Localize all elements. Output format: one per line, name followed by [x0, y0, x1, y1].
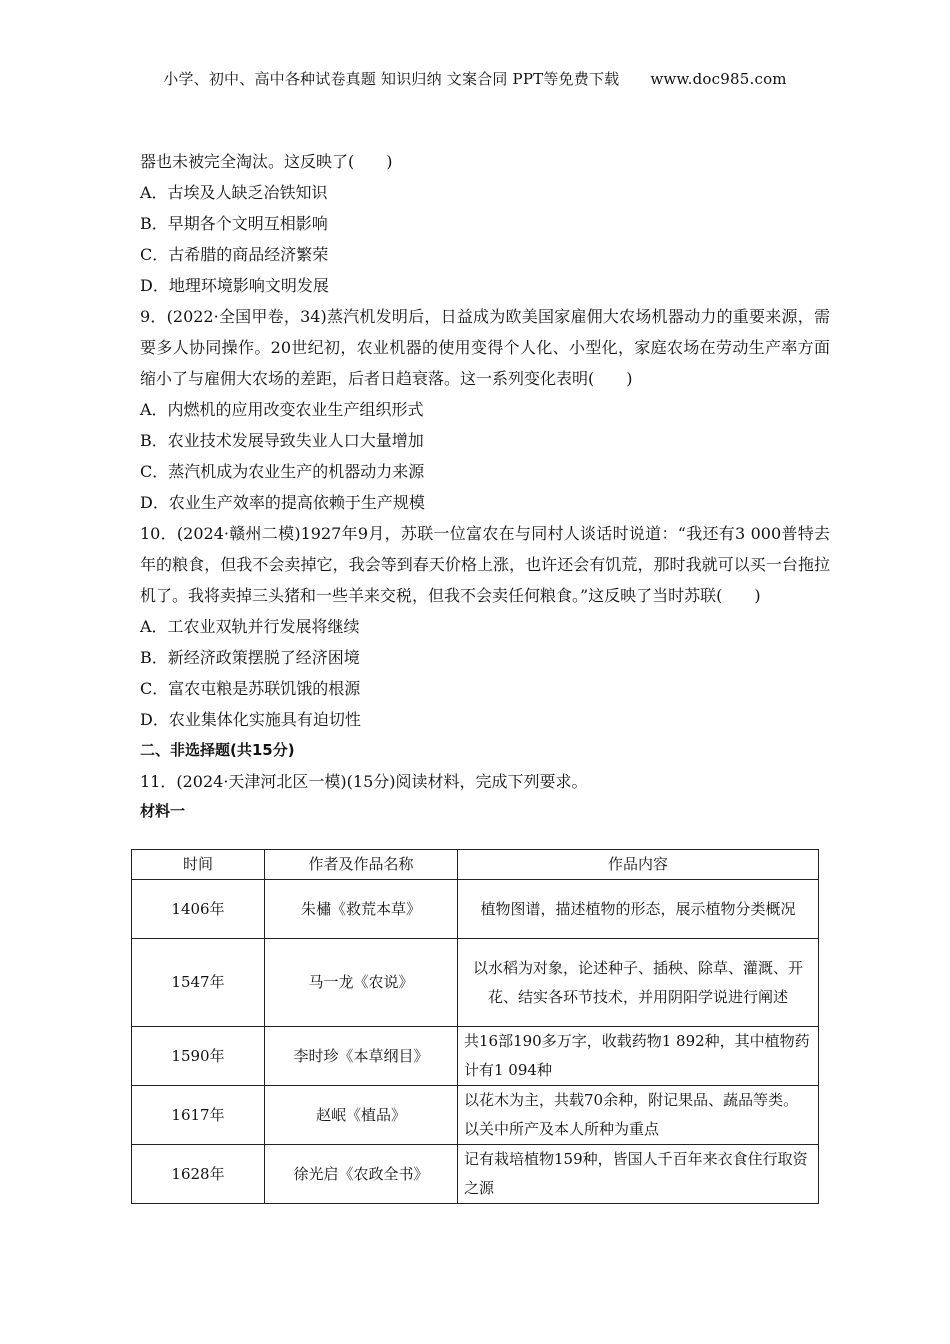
- row-time: 1406年: [132, 880, 265, 939]
- q9-stem: 9．(2022·全国甲卷，34)蒸汽机发明后，日益成为欧美国家雇佣大农场机器动力的重要来源，需要多人协同操作。20世纪初，农业机器的使用变得个人化、小型化，家庭农场在劳动生产率方面缩小了与雇佣大农场的差距，后者日趋衰落。这一系列变化表明( ): [140, 307, 830, 388]
- q9-option-c: C．蒸汽机成为农业生产的机器动力来源: [140, 462, 425, 481]
- question-content: [140, 146, 830, 826]
- q10-stem: 10．(2024·赣州二模)1927年9月，苏联一位富农在与同村人谈话时说道：“我还有3 000普特去年的粮食，但我不会卖掉它，我会等到春天价格上涨，也许还会有饥荒，那时我就可以买一台拖拉机了。我将卖掉三头猪和一些羊来交税，但我不会卖任何粮食。”这反映了当时苏联( ): [140, 524, 830, 605]
- q9-option-a: A．内燃机的应用改变农业生产组织形式: [140, 400, 424, 419]
- material-table: [131, 849, 819, 1204]
- header-content: 作品内容: [458, 850, 819, 880]
- row-content: 以花木为主，共载70余种，附记果品、蔬品等类。以关中所产及本人所种为重点: [458, 1086, 819, 1145]
- header-work: 作者及作品名称: [265, 850, 458, 880]
- q10-option-b: B．新经济政策摆脱了经济困境: [140, 648, 360, 667]
- row-time: 1547年: [132, 939, 265, 1027]
- q8-option-a: A．古埃及人缺乏冶铁知识: [140, 183, 328, 202]
- row-time: 1628年: [132, 1145, 265, 1204]
- table-row: [132, 939, 819, 1027]
- q10-option-c: C．富农屯粮是苏联饥饿的根源: [140, 679, 361, 698]
- material-label: 材料一: [140, 802, 186, 820]
- q9-option-b: B．农业技术发展导致失业人口大量增加: [140, 431, 424, 450]
- header-site: www.doc985.com: [650, 70, 787, 88]
- q8-tail: 器也未被完全淘汰。这反映了( ): [140, 152, 393, 171]
- q10-option-a: A．工农业双轨并行发展将继续: [140, 617, 360, 636]
- row-work: 李时珍《本草纲目》: [265, 1027, 458, 1086]
- table-row: [132, 1027, 819, 1086]
- table-row: [132, 1145, 819, 1204]
- table-header-row: [132, 850, 819, 880]
- row-time: 1617年: [132, 1086, 265, 1145]
- q8-option-b: B．早期各个文明互相影响: [140, 214, 328, 233]
- q8-option-c: C．古希腊的商品经济繁荣: [140, 245, 329, 264]
- row-content: 记有栽培植物159种，皆国人千百年来衣食住行取资之源: [458, 1145, 819, 1204]
- row-content: 植物图谱，描述植物的形态，展示植物分类概况: [458, 880, 819, 939]
- row-time: 1590年: [132, 1027, 265, 1086]
- row-content: 以水稻为对象，论述种子、插秧、除草、灌溉、开花、结实各环节技术，并用阴阳学说进行阐述: [458, 939, 819, 1027]
- table-row: [132, 1086, 819, 1145]
- table-row: [132, 880, 819, 939]
- header-text: 小学、初中、高中各种试卷真题 知识归纳 文案合同 PPT等免费下载: [163, 70, 620, 88]
- q10-option-d: D．农业集体化实施具有迫切性: [140, 710, 361, 729]
- row-work: 马一龙《农说》: [265, 939, 458, 1027]
- q8-option-d: D．地理环境影响文明发展: [140, 276, 329, 295]
- row-content: 共16部190多万字，收载药物1 892种，其中植物药计有1 094种: [458, 1027, 819, 1086]
- page-header: [0, 68, 950, 89]
- row-work: 赵岷《植品》: [265, 1086, 458, 1145]
- row-work: 朱橚《救荒本草》: [265, 880, 458, 939]
- section-heading: 二、非选择题(共15分): [140, 741, 295, 759]
- header-time: 时间: [132, 850, 265, 880]
- row-work: 徐光启《农政全书》: [265, 1145, 458, 1204]
- q11-stem: 11．(2024·天津河北区一模)(15分)阅读材料，完成下列要求。: [140, 772, 588, 791]
- q9-option-d: D．农业生产效率的提高依赖于生产规模: [140, 493, 425, 512]
